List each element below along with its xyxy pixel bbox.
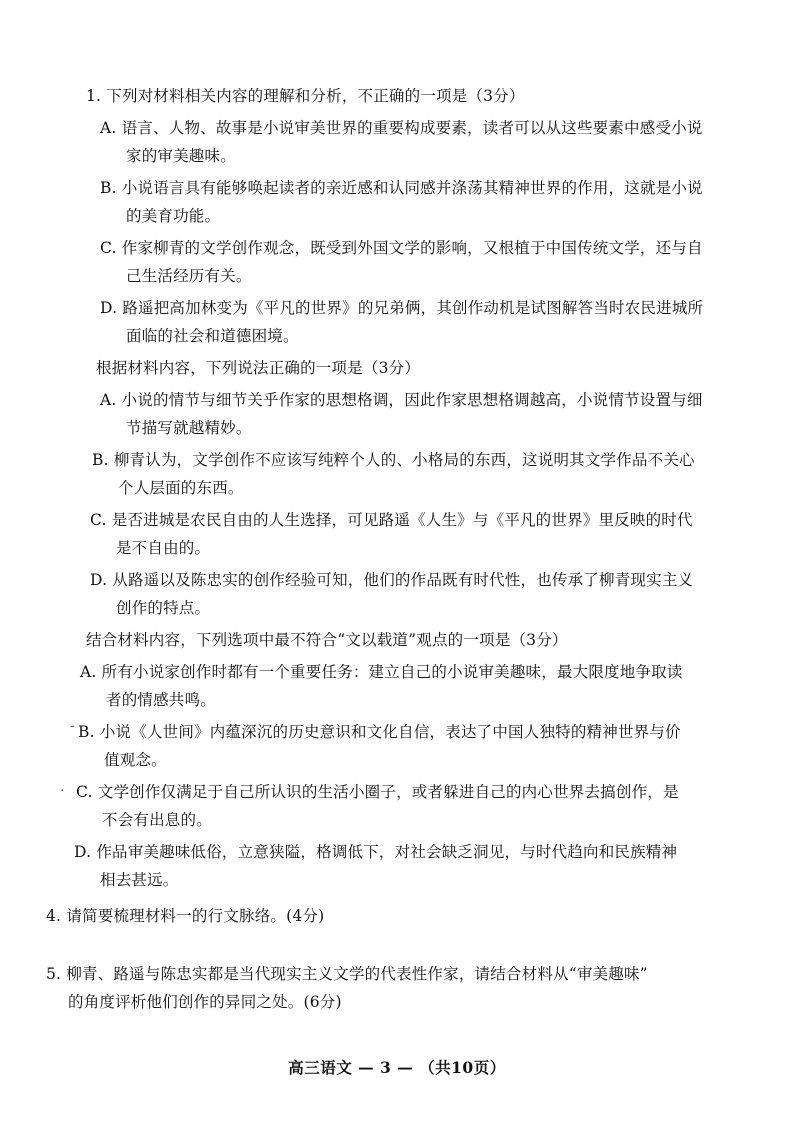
scan-artifact-mark: - <box>70 718 75 734</box>
q3-option-a-line2: 者的情感共鸣。 <box>106 691 216 709</box>
q3-option-d-line1: D. 作品审美趣味低俗，立意狭隘，格调低下，对社会缺乏洞见，与时代趋向和民族精神 <box>74 843 678 861</box>
q3-option-d-line2: 相去甚远。 <box>100 871 179 889</box>
q2-option-b-line2: 个人层面的东西。 <box>118 479 244 497</box>
q1-option-d-line2: 面临的社会和道德困境。 <box>126 327 299 345</box>
page-footer: 高三语文 — 3 — （共10页） <box>288 1058 506 1077</box>
q2-option-d-line1: D. 从路遥以及陈忠实的创作经验可知，他们的作品既有时代性，也传承了柳青现实主义 <box>90 571 694 589</box>
q1-option-c-line2: 己生活经历有关。 <box>126 267 252 285</box>
q1-option-b-line2: 的美育功能。 <box>126 207 221 225</box>
q3-option-c-line1: C. 文学创作仅满足于自己所认识的生活小圈子，或者躲进自己的内心世界去搞创作，是 <box>76 783 679 801</box>
q3-option-a-line1: A. 所有小说家创作时都有一个重要任务：建立自己的小说审美趣味，最大限度地争取读 <box>80 663 683 681</box>
question-5-stem-line2: 的角度评析他们创作的异同之处。(6分) <box>68 993 342 1011</box>
q2-option-d-line2: 创作的特点。 <box>116 599 211 617</box>
question-1-stem: 1. 下列对材料相关内容的理解和分析，不正确的一项是（3分） <box>86 87 525 105</box>
q1-option-d-line1: D. 路遥把高加林变为《平凡的世界》的兄弟俩，其创作动机是试图解答当时农民进城所 <box>100 299 704 317</box>
q2-option-a-line1: A. 小说的情节与细节关乎作家的思想格调，因此作家思想格调越高，小说情节设置与细 <box>100 391 703 409</box>
question-5-stem-line1: 5. 柳青、路遥与陈忠实都是当代现实主义文学的代表性作家，请结合材料从“审美趣味” <box>46 965 648 983</box>
q2-option-c-line2: 是不自由的。 <box>116 539 211 557</box>
question-4-stem: 4. 请简要梳理材料一的行文脉络。(4分) <box>46 907 325 925</box>
q1-option-c-line1: C. 作家柳青的文学创作观念，既受到外国文学的影响，又根植于中国传统文学，还与自 <box>100 239 703 257</box>
q1-option-a-line1: A. 语言、人物、故事是小说审美世界的重要构成要素，读者可以从这些要素中感受小说 <box>100 119 703 137</box>
q2-option-a-line2: 节描写就越精妙。 <box>126 419 252 437</box>
q2-option-c-line1: C. 是否进城是农民自由的人生选择，可见路遥《人生》与《平凡的世界》里反映的时代 <box>90 511 693 529</box>
scan-artifact-mark: · <box>60 783 65 799</box>
q3-option-b-line1: B. 小说《人世间》内蕴深沉的历史意识和文化自信，表达了中国人独特的精神世界与价 <box>78 723 681 741</box>
q1-option-a-line2: 家的审美趣味。 <box>126 147 236 165</box>
q3-option-b-line2: 值观念。 <box>104 751 167 769</box>
q2-option-b-line1: B. 柳青认为，文学创作不应该写纯粹个人的、小格局的东西，这说明其文学作品不关心 <box>92 451 695 469</box>
q3-option-c-line2: 不会有出息的。 <box>102 811 212 829</box>
question-3-stem: 结合材料内容，下列选项中最不符合“文以载道”观点的一项是（3分） <box>86 631 568 649</box>
question-2-stem: 根据材料内容，下列说法正确的一项是（3分） <box>96 359 421 377</box>
q1-option-b-line1: B. 小说语言具有能够唤起读者的亲近感和认同感并涤荡其精神世界的作用，这就是小说 <box>100 179 703 197</box>
